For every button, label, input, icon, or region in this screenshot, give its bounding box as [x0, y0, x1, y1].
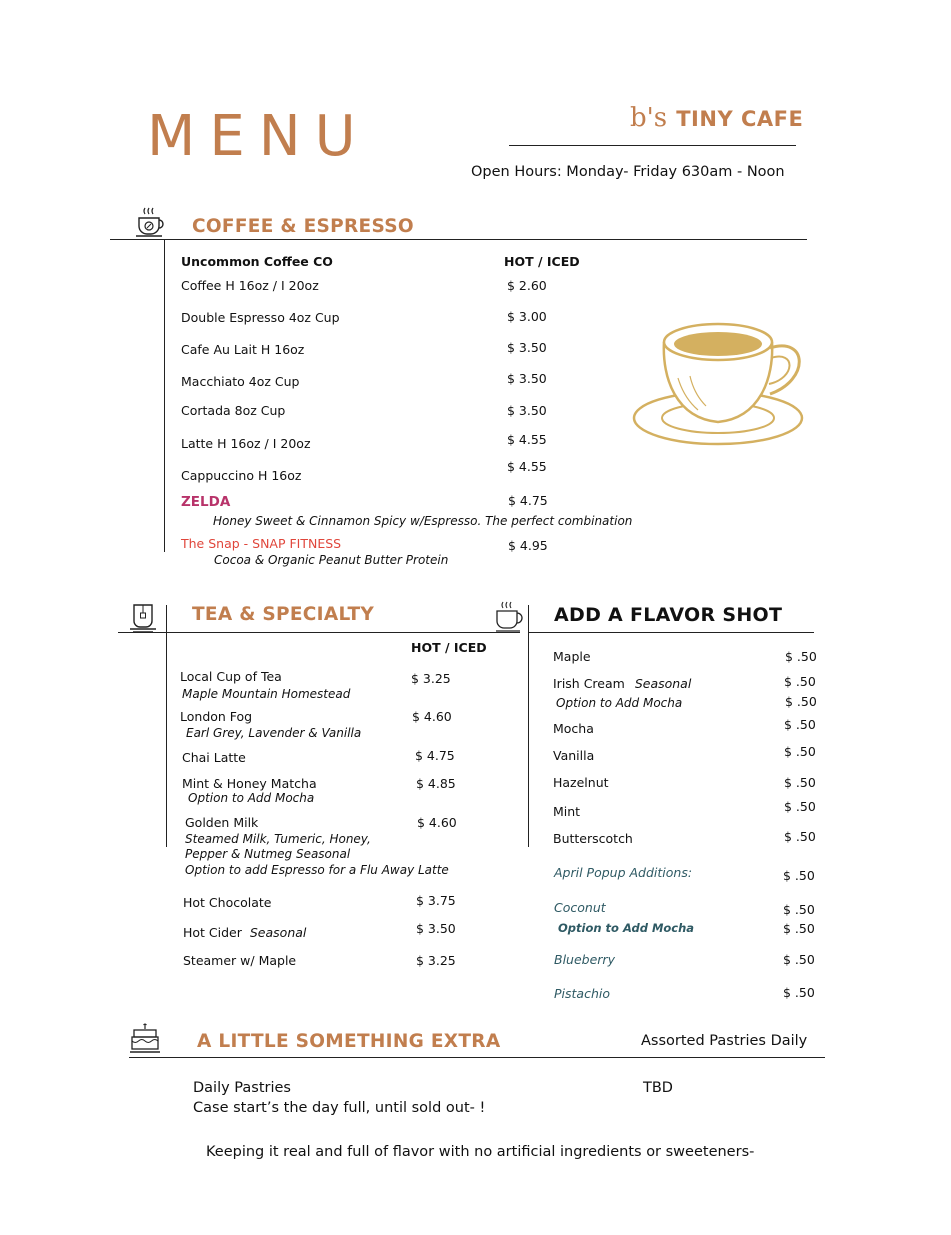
extra-divider: [129, 1057, 825, 1058]
coffee-item-price: $ 3.50: [507, 340, 547, 355]
coffee-item-price: $ 4.55: [507, 459, 547, 474]
flavor-item-name: Mint: [553, 804, 581, 819]
flavor-item-name: Maple: [553, 649, 591, 664]
coffee-vertical-rule: [164, 239, 165, 552]
coffee-item-name: Macchiato 4oz Cup: [181, 374, 300, 389]
coffee-item-price: $ 4.55: [507, 432, 547, 447]
tea-item-name: Mint & Honey Matcha: [182, 776, 317, 791]
coffee-item-name: Double Espresso 4oz Cup: [181, 310, 340, 325]
flavor-item-price: $ .50: [784, 775, 816, 790]
coffee-item-name: Cortada 8oz Cup: [181, 403, 286, 418]
tea-item-name: London Fog: [180, 709, 253, 724]
cake-icon: [128, 1022, 162, 1056]
coffee-item-price: $ 3.50: [507, 403, 547, 418]
coffee-item-name: Cappuccino H 16oz: [181, 468, 302, 483]
tea-cup-icon: [128, 602, 158, 634]
section-title-tea: TEA & SPECIALTY: [192, 604, 375, 625]
snap-desc: Cocoa & Organic Peanut Butter Protein: [214, 553, 449, 567]
footer-note: Keeping it real and full of flavor with no artificial ingredients or sweeteners-: [206, 1144, 755, 1160]
flavor-item-name: Hazelnut: [553, 775, 609, 790]
popup-item-name: Pistachio: [554, 986, 610, 1001]
tea-divider: [118, 632, 520, 633]
flavor-item-name: Mocha: [553, 721, 594, 736]
popup-title-price: $ .50: [783, 868, 815, 883]
tea-item-price: $ 3.25: [416, 953, 456, 968]
flavor-item-price: $ .50: [785, 649, 817, 664]
popup-item-note: Option to Add Mocha: [558, 921, 695, 935]
flavor-item-note: Option to Add Mocha: [556, 696, 683, 710]
flavor-item-price: $ .50: [784, 829, 816, 844]
tea-item-price: $ 4.85: [416, 776, 456, 791]
tea-item-seasonal: Seasonal: [249, 925, 307, 940]
extra-item-price: TBD: [643, 1080, 673, 1096]
brand-prefix: b's: [630, 103, 668, 133]
extra-item-desc: Case start’s the day full, until sold out- !: [193, 1100, 486, 1116]
flavor-item-seasonal: Seasonal: [634, 676, 692, 691]
popup-item-price: $ .50: [783, 985, 815, 1000]
tea-item-note: Option to Add Mocha: [188, 791, 315, 805]
tea-item-name: Chai Latte: [182, 750, 246, 765]
extra-item-name: Daily Pastries: [193, 1080, 291, 1096]
tea-item-price: $ 4.75: [415, 748, 455, 763]
flavor-item-note-price: $ .50: [785, 694, 817, 709]
coffee-vendor: Uncommon Coffee CO: [181, 254, 333, 269]
tea-item-name-text: Hot Cider: [183, 925, 242, 940]
flavor-item-name: [553, 676, 691, 691]
popup-item-price: $ .50: [783, 952, 815, 967]
flavor-divider: [529, 632, 814, 633]
coffee-item-price: $ 3.50: [507, 371, 547, 386]
zelda-name: ZELDA: [181, 494, 231, 510]
coffee-item-name: Coffee H 16oz / I 20oz: [181, 278, 319, 293]
flavor-item-price: $ .50: [784, 674, 816, 689]
tea-item-name: Local Cup of Tea: [180, 669, 282, 684]
snap-price: $ 4.95: [508, 538, 548, 553]
open-hours: Open Hours: Monday- Friday 630am - Noon: [471, 164, 785, 180]
coffee-item-name: Latte H 16oz / I 20oz: [181, 436, 311, 451]
tea-item-note: Maple Mountain Homestead: [182, 687, 351, 701]
coffee-divider: [110, 239, 807, 240]
tea-item-name: Steamer w/ Maple: [183, 953, 297, 968]
popup-item-price: $ .50: [783, 902, 815, 917]
flavor-item-price: $ .50: [784, 717, 816, 732]
steaming-mug-icon: [494, 600, 524, 634]
brand-underline: [509, 145, 796, 146]
flavor-item-price: $ .50: [784, 799, 816, 814]
tea-item-name: Golden Milk: [185, 815, 259, 830]
flavor-item-name: Butterscotch: [553, 831, 633, 846]
extra-subtitle: Assorted Pastries Daily: [641, 1033, 808, 1049]
menu-title: MENU: [147, 104, 370, 169]
flavor-item-price: $ .50: [784, 744, 816, 759]
tea-item-note: Pepper & Nutmeg Seasonal: [185, 847, 351, 861]
popup-item-name: Blueberry: [554, 952, 615, 967]
brand: [630, 103, 803, 133]
tea-item-name: [183, 925, 306, 940]
coffee-item-name: Cafe Au Lait H 16oz: [181, 342, 305, 357]
tea-item-price: $ 3.50: [416, 921, 456, 936]
popup-item-name: Coconut: [554, 900, 606, 915]
flavor-vertical-rule: [528, 605, 529, 847]
coffee-col-header: HOT / ICED: [504, 254, 580, 269]
tea-vertical-rule: [166, 605, 167, 847]
tea-item-price: $ 3.25: [411, 671, 451, 686]
section-title-coffee: COFFEE & ESPRESSO: [192, 216, 414, 237]
flavor-item-name: Vanilla: [553, 748, 595, 763]
coffee-item-price: $ 2.60: [507, 278, 547, 293]
tea-item-price: $ 4.60: [412, 709, 452, 724]
zelda-desc: Honey Sweet & Cinnamon Spicy w/Espresso. The perfect combination: [213, 514, 633, 528]
coffee-cup-icon: [134, 206, 168, 240]
tea-item-note: Earl Grey, Lavender & Vanilla: [186, 726, 362, 740]
flavor-item-name-text: Irish Cream: [553, 676, 625, 691]
tea-item-note: Option to add Espresso for a Flu Away Latte: [185, 863, 449, 877]
zelda-price: $ 4.75: [508, 493, 548, 508]
popup-title: April Popup Additions:: [554, 865, 693, 880]
section-title-flavor: ADD A FLAVOR SHOT: [554, 604, 783, 626]
tea-col-header: HOT / ICED: [411, 640, 487, 655]
popup-item-note-price: $ .50: [783, 921, 815, 936]
section-title-extra: A LITTLE SOMETHING EXTRA: [197, 1031, 501, 1052]
brand-name: TINY CAFE: [676, 107, 804, 131]
tea-item-name: Hot Chocolate: [183, 895, 272, 910]
coffee-cup-illustration: [632, 318, 810, 450]
tea-item-price: $ 3.75: [416, 893, 456, 908]
tea-item-price: $ 4.60: [417, 815, 457, 830]
coffee-item-price: $ 3.00: [507, 309, 547, 324]
tea-item-note: Steamed Milk, Tumeric, Honey,: [185, 832, 371, 846]
snap-name: The Snap - SNAP FITNESS: [181, 536, 342, 551]
